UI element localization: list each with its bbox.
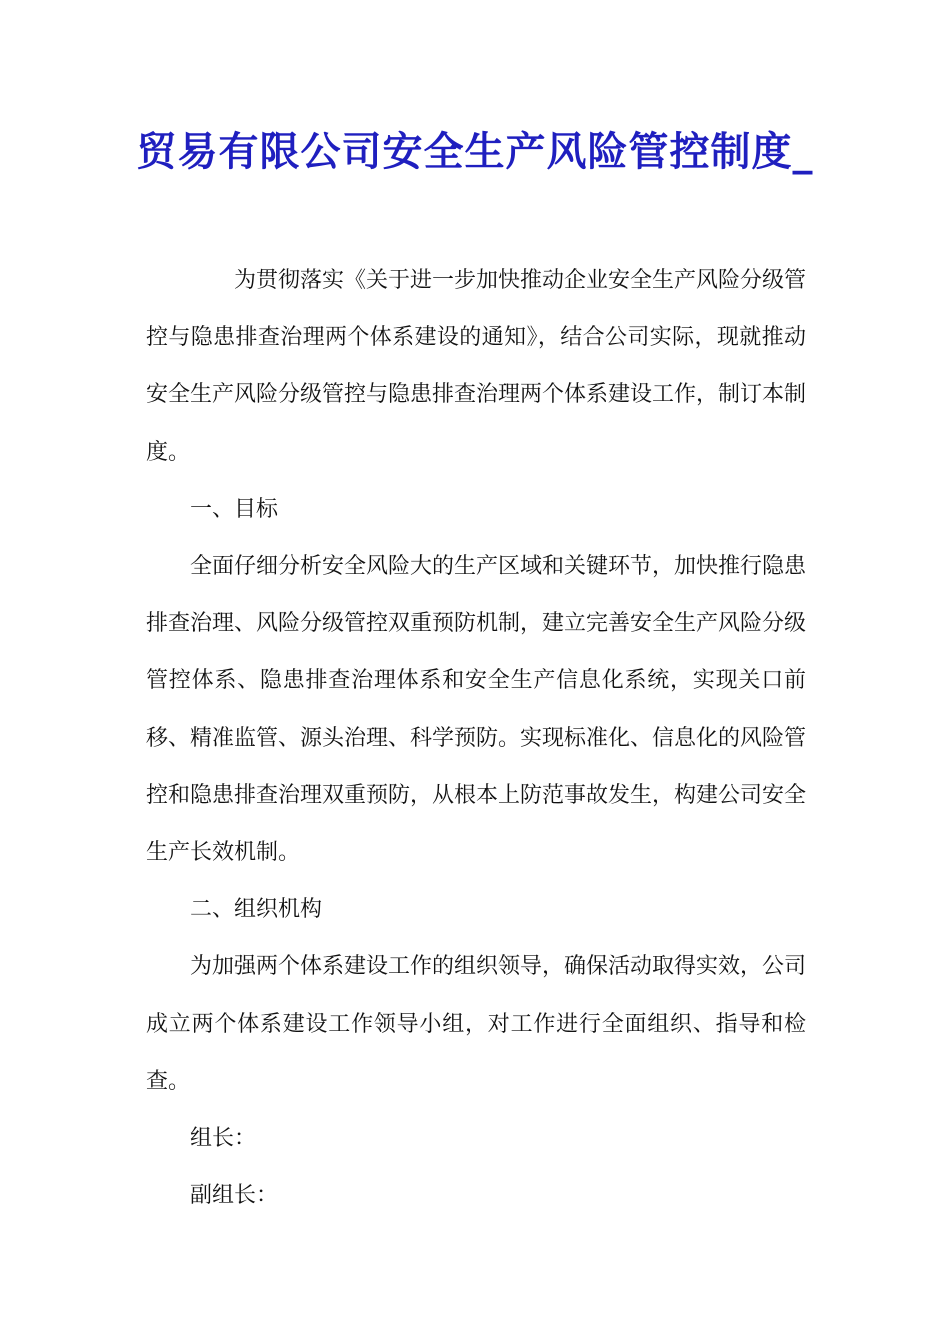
- team-leader-line: 组长：: [190, 1126, 257, 1152]
- goal-paragraph: 全面仔细分析安全风险大的生产区域和关键环节，加快推行隐患排查治理、风险分级管控双重预防机制，建立完善安全生产风险分级管控体系、隐患排查治理体系和安全生产信息化系统，实现关口前移、精准监管、源头治理、科学预防。实现标准化、信息化的风险管控和隐患排查治理双重预防，从根本上防范事故发生，构建公司安全生产长效机制。: [146, 554, 807, 866]
- section-heading-organization: 二、组织机构: [190, 897, 323, 923]
- document-body: [146, 252, 806, 1224]
- document-title: 贸易有限公司安全生产风险管控制度_: [136, 129, 814, 175]
- organization-paragraph: 为加强两个体系建设工作的组织领导，确保活动取得实效，公司成立两个体系建设工作领导小组，对工作进行全面组织、指导和检查。: [146, 954, 807, 1094]
- intro-paragraph: 为贯彻落实《关于进一步加快推动企业安全生产风险分级管控与隐患排查治理两个体系建设的通知》，结合公司实际，现就推动安全生产风险分级管控与隐患排查治理两个体系建设工作，制订本制度。: [146, 268, 807, 465]
- section-heading-goal: 一、目标: [190, 496, 279, 522]
- deputy-team-leader-line: 副组长：: [190, 1183, 279, 1209]
